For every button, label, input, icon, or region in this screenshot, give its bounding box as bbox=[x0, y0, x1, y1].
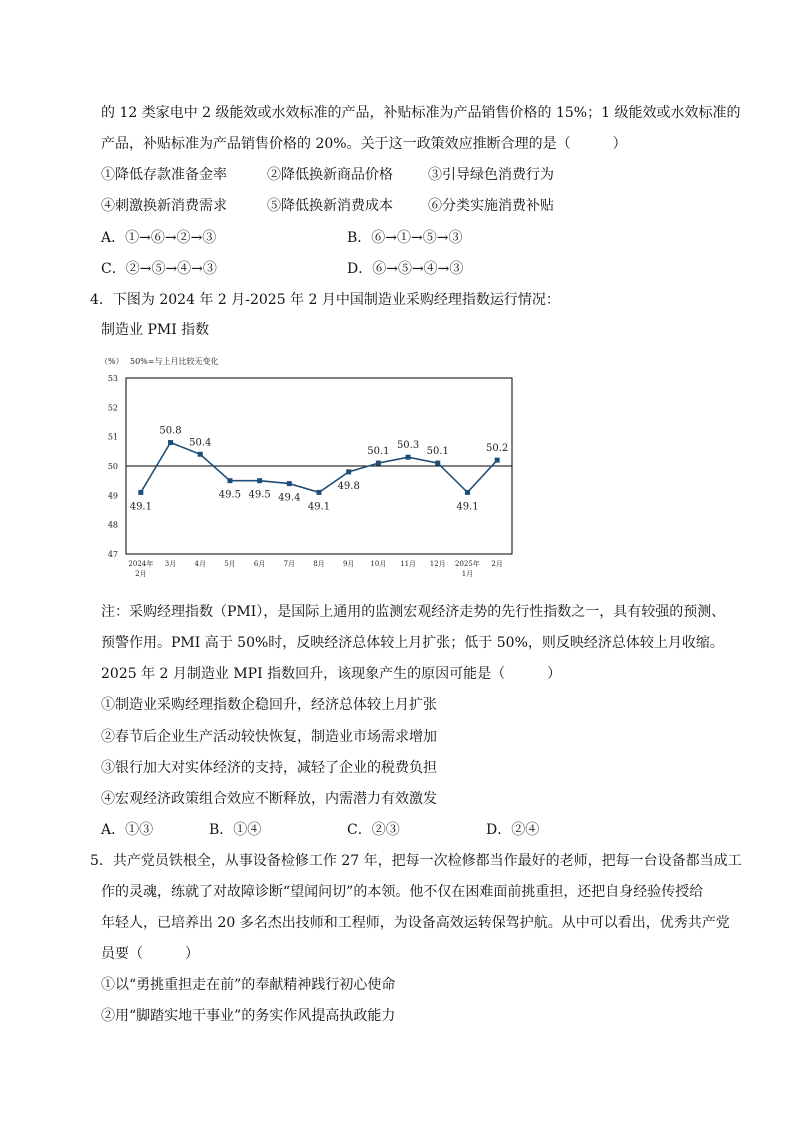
x-tick-label: 12月 bbox=[429, 560, 446, 568]
q3-option-4: ④刺激换新消费需求 bbox=[101, 198, 227, 214]
x-tick-label: 8月 bbox=[313, 560, 325, 568]
q5-item-2: ②用“脚踏实地干事业”的务实作风提高执政能力 bbox=[101, 1008, 396, 1024]
q3-answer-d: D．⑥→⑤→④→③ bbox=[347, 261, 464, 277]
q3-answer-a: A．①→⑥→②→③ bbox=[101, 230, 217, 246]
reference-label: 50%=与上月比较无变化 bbox=[130, 357, 219, 366]
q4-item-3: ③银行加大对实体经济的支持，减轻了企业的税费负担 bbox=[101, 760, 437, 776]
q3-option-3: ③引导绿色消费行为 bbox=[428, 167, 554, 183]
data-label: 50.4 bbox=[189, 437, 212, 449]
x-tick-label: 7月 bbox=[283, 560, 296, 568]
data-point bbox=[346, 469, 351, 474]
data-label: 50.1 bbox=[367, 446, 390, 458]
q3-option-2: ②降低换新商品价格 bbox=[267, 167, 393, 183]
data-point bbox=[465, 490, 470, 495]
q4-item-2: ②春节后企业生产活动较快恢复，制造业市场需求增加 bbox=[101, 729, 437, 745]
data-label: 50.3 bbox=[396, 440, 420, 452]
q5-line-2: 作的灵魂，练就了对故障诊断“望闻问切”的本领。他不仅在困难面前挑重担，还把自身经验传授给 bbox=[101, 884, 704, 900]
q3-option-6: ⑥分类实施消费补贴 bbox=[428, 198, 554, 214]
x-tick-label: 2月 bbox=[135, 570, 147, 578]
y-tick-label: 53 bbox=[107, 374, 118, 383]
data-label: 49.1 bbox=[129, 501, 152, 513]
x-tick-label: 11月 bbox=[400, 560, 417, 568]
q4-question: 2025 年 2 月制造业 MPI 指数回升，该现象产生的原因可能是（ ） bbox=[101, 666, 562, 682]
y-tick-label: 47 bbox=[107, 550, 118, 559]
data-label: 49.4 bbox=[278, 492, 301, 504]
data-label: 49.5 bbox=[248, 489, 271, 501]
data-point bbox=[317, 490, 322, 495]
q4-item-4: ④宏观经济政策组合效应不断释放，内需潜力有效激发 bbox=[101, 791, 437, 807]
q4-answer-d: D．②④ bbox=[486, 822, 540, 838]
x-tick-label: 2月 bbox=[491, 560, 503, 568]
q4-note-line-2: 预警作用。PMI 高于 50%时，反映经济总体较上月扩张；低于 50%，则反映经济总体较上月收缩。 bbox=[101, 635, 724, 651]
x-tick-label: 5月 bbox=[224, 560, 236, 568]
q5-line-3: 年轻人，已培养出 20 多名杰出技师和工程师，为设备高效运转保驾护航。从中可以看出，优秀共产党 bbox=[101, 915, 730, 931]
data-label: 49.1 bbox=[456, 501, 479, 513]
q3-answer-c: C．②→⑤→④→③ bbox=[101, 261, 217, 277]
x-tick-label: 3月 bbox=[164, 560, 177, 568]
data-point bbox=[138, 490, 143, 495]
q3-answer-b: B．⑥→①→⑤→③ bbox=[347, 230, 463, 246]
x-tick-label: 6月 bbox=[253, 560, 266, 568]
x-tick-label: 4月 bbox=[194, 560, 206, 568]
q3-line-2: 产品，补贴标准为产品销售价格的 20%。关于这一政策效应推断合理的是（ ） bbox=[101, 136, 627, 152]
q4-answer-a: A．①③ bbox=[101, 822, 154, 838]
data-point bbox=[257, 478, 262, 483]
q3-option-1: ①降低存款准备金率 bbox=[101, 167, 227, 183]
y-tick-label: 49 bbox=[107, 491, 118, 501]
data-label: 49.8 bbox=[337, 480, 360, 492]
x-tick-label: 2024年 bbox=[128, 560, 154, 568]
data-point bbox=[406, 455, 411, 460]
chart-caption: 制造业 PMI 指数 bbox=[101, 322, 210, 338]
y-tick-label: 52 bbox=[107, 403, 118, 413]
data-point bbox=[287, 481, 292, 486]
data-point bbox=[227, 478, 232, 483]
q4-stem: 4．下图为 2024 年 2 月-2025 年 2 月中国制造业采购经理指数运行情况： bbox=[90, 292, 560, 308]
data-label: 50.8 bbox=[159, 425, 182, 437]
q4-answer-c: C．②③ bbox=[347, 822, 400, 838]
data-point bbox=[495, 458, 500, 463]
q5-line-1: 5．共产党员铁根全，从事设备检修工作 27 年，把每一次检修都当作最好的老师，把每一台设备都当成工 bbox=[90, 853, 742, 869]
q4-item-1: ①制造业采购经理指数企稳回升，经济总体较上月扩张 bbox=[101, 697, 437, 713]
q4-note-line-1: 注：采购经理指数（PMI），是国际上通用的监测宏观经济走势的先行性指数之一，具有较强的预测、 bbox=[101, 604, 726, 620]
pmi-line-chart bbox=[90, 350, 520, 590]
data-point bbox=[435, 461, 440, 466]
y-tick-label: 50 bbox=[107, 462, 118, 471]
data-point bbox=[168, 440, 173, 445]
q3-option-5: ⑤降低换新消费成本 bbox=[267, 198, 393, 214]
unit-label: （%） bbox=[100, 357, 124, 366]
x-tick-label: 1月 bbox=[461, 570, 474, 578]
data-label: 50.1 bbox=[426, 446, 449, 458]
data-point bbox=[376, 461, 381, 466]
y-tick-label: 51 bbox=[107, 432, 118, 442]
data-point bbox=[198, 452, 203, 457]
q3-line-1: 的 12 类家电中 2 级能效或水效标准的产品，补贴标准为产品销售价格的 15%；1 级能效或水效标准的 bbox=[101, 105, 741, 121]
y-tick-label: 48 bbox=[107, 520, 118, 530]
data-label: 49.5 bbox=[218, 489, 242, 501]
x-tick-label: 2025年 bbox=[455, 560, 480, 568]
data-label: 49.1 bbox=[307, 501, 331, 513]
q5-line-4: 员要（ ） bbox=[101, 946, 199, 962]
x-tick-label: 10月 bbox=[370, 560, 387, 568]
x-tick-label: 9月 bbox=[342, 560, 355, 568]
q4-answer-b: B．①④ bbox=[209, 822, 262, 838]
q5-item-1: ①以“勇挑重担走在前”的奉献精神践行初心使命 bbox=[101, 977, 396, 993]
data-label: 50.2 bbox=[486, 443, 509, 455]
